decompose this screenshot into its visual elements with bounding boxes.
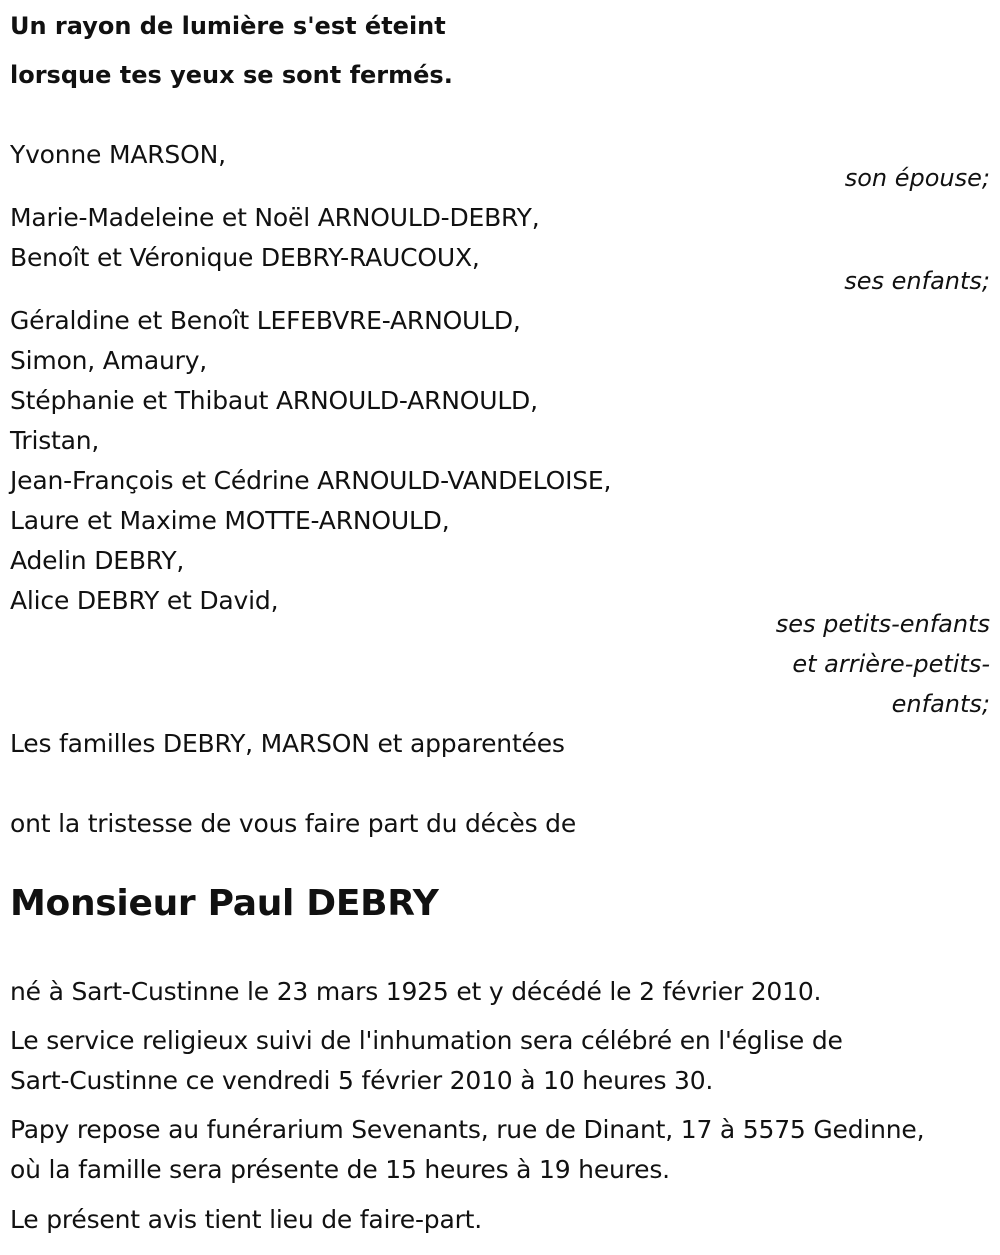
spouse-role: son épouse;	[844, 164, 990, 192]
child-name-1: Marie-Madeleine et Noël ARNOULD-DEBRY,	[10, 203, 540, 232]
child-name-2: Benoît et Véronique DEBRY-RAUCOUX,	[10, 243, 480, 272]
grandchild-name-7: Adelin DEBRY,	[10, 546, 185, 575]
children-role: ses enfants;	[844, 267, 990, 295]
grandchild-name-8: Alice DEBRY et David,	[10, 586, 279, 615]
grandchild-name-3: Stéphanie et Thibaut ARNOULD-ARNOULD,	[10, 386, 538, 415]
epigraph-line-1: Un rayon de lumière s'est éteint	[10, 12, 446, 40]
grandchildren-role-line-1: ses petits-enfants	[775, 610, 990, 638]
grandchild-name-6: Laure et Maxime MOTTE-ARNOULD,	[10, 506, 450, 535]
grandchildren-role-line-3: enfants;	[891, 690, 990, 718]
service-line-1: Le service religieux suivi de l'inhumation sera célébré en l'église de	[10, 1026, 843, 1055]
grandchild-name-2: Simon, Amaury,	[10, 346, 208, 375]
spouse-name: Yvonne MARSON,	[10, 140, 226, 169]
grandchildren-role-line-2: et arrière-petits-	[792, 650, 990, 678]
deceased-name: Monsieur Paul DEBRY	[10, 883, 439, 924]
grandchild-name-1: Géraldine et Benoît LEFEBVRE-ARNOULD,	[10, 306, 521, 335]
grandchild-name-5: Jean-François et Cédrine ARNOULD-VANDELOISE,	[10, 466, 612, 495]
funeral-home-line-1: Papy repose au funérarium Sevenants, rue de Dinant, 17 à 5575 Gedinne,	[10, 1115, 925, 1144]
funeral-home-line-2: où la famille sera présente de 15 heures à 19 heures.	[10, 1155, 670, 1184]
service-line-2: Sart-Custinne ce vendredi 5 février 2010 à 10 heures 30.	[10, 1066, 714, 1095]
families-line: Les familles DEBRY, MARSON et apparentées	[10, 729, 565, 758]
grandchild-name-4: Tristan,	[10, 426, 100, 455]
notice-line: Le présent avis tient lieu de faire-part.	[10, 1205, 483, 1234]
announcement-line: ont la tristesse de vous faire part du décès de	[10, 809, 577, 838]
epigraph-line-2: lorsque tes yeux se sont fermés.	[10, 61, 453, 89]
birth-death-line: né à Sart-Custinne le 23 mars 1925 et y décédé le 2 février 2010.	[10, 977, 822, 1006]
